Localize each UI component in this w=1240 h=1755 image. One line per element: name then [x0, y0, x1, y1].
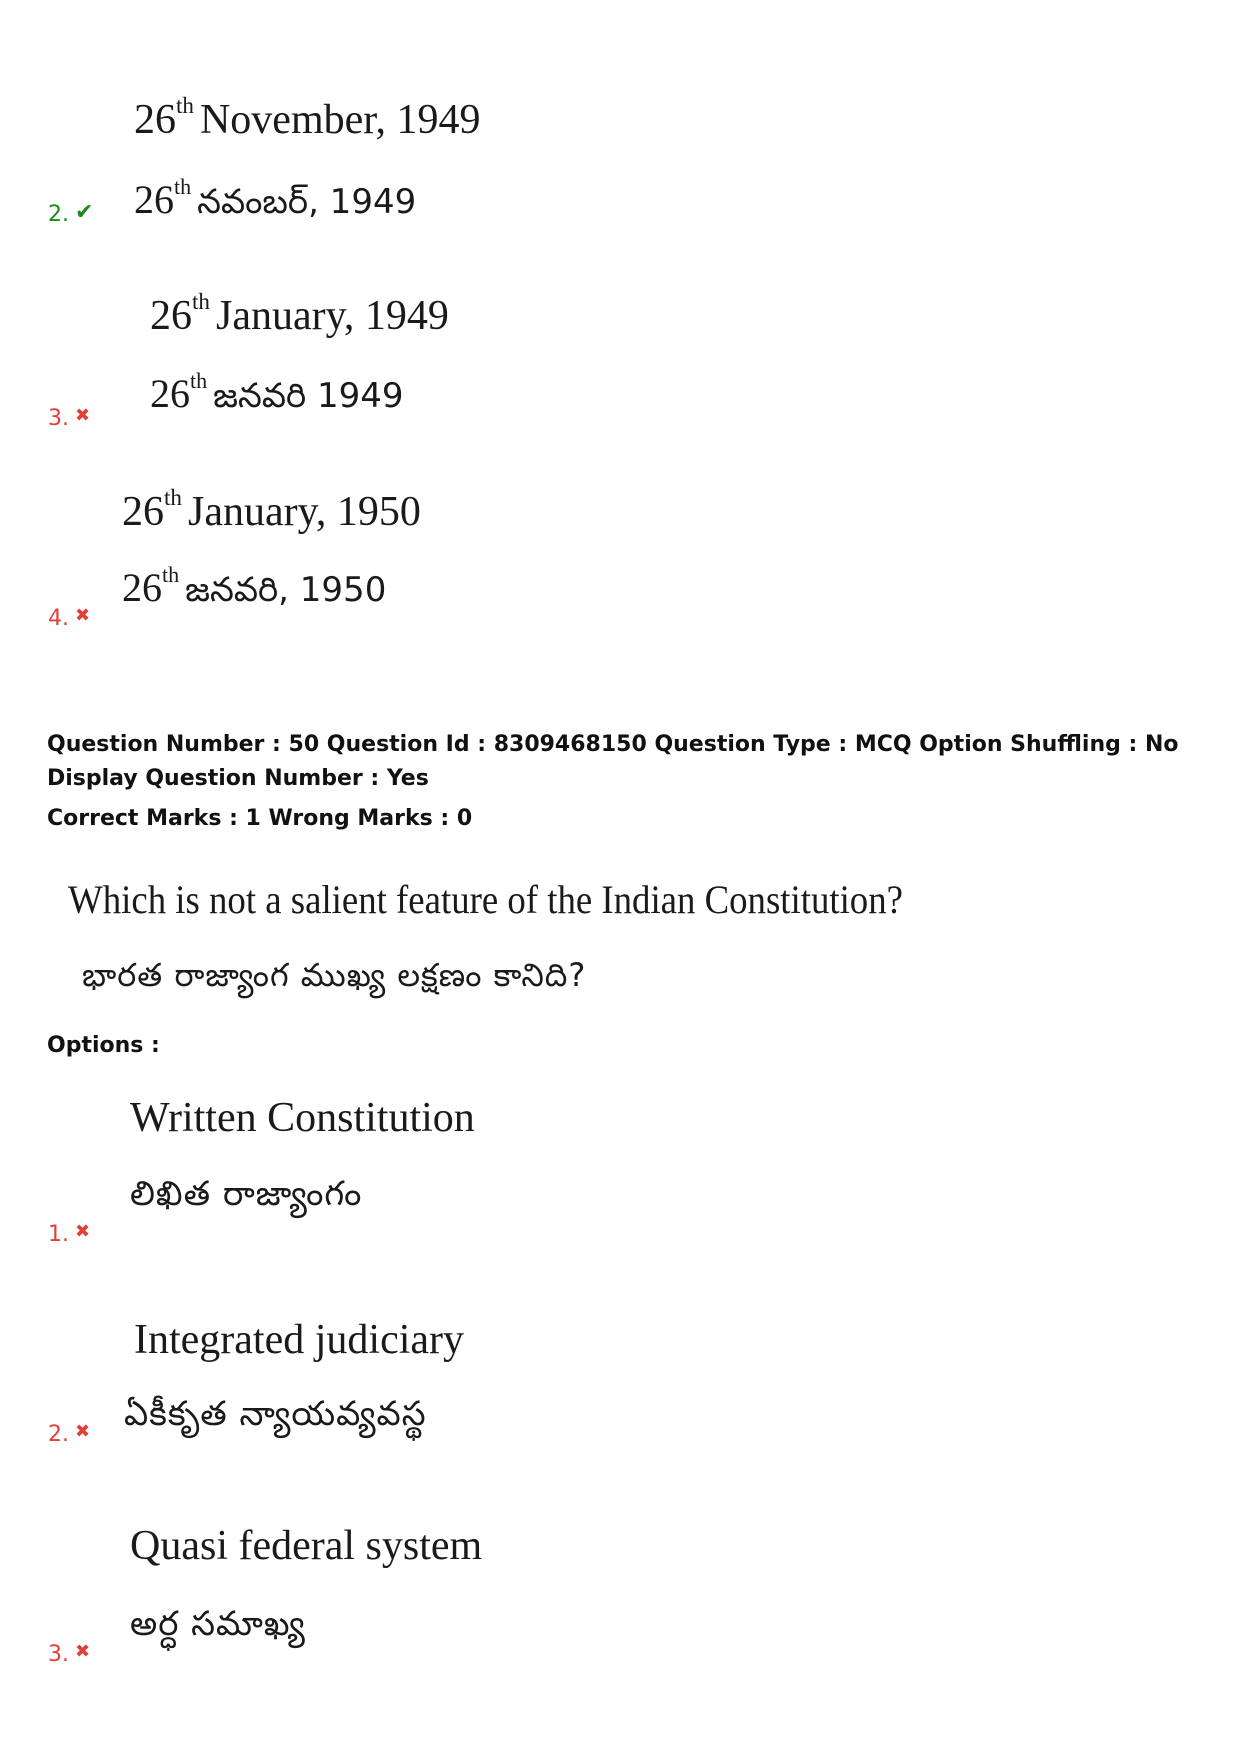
question-text-english: Which is not a salient feature of the Indian Constitution?	[68, 877, 903, 922]
prev-option-3-english: 26th January, 1949	[150, 288, 449, 339]
options-label: Options :	[47, 1033, 160, 1058]
question-meta-line2: Display Question Number : Yes	[47, 766, 429, 791]
option-3-marker: 3. ✖	[48, 1641, 91, 1667]
prev-option-4-english: 26th January, 1950	[122, 484, 421, 535]
prev-option-2-marker: 2. ✔	[48, 200, 94, 227]
cross-icon: ✖	[75, 405, 91, 426]
question-marks: Correct Marks : 1 Wrong Marks : 0	[47, 806, 473, 831]
question-text-telugu: భారత రాజ్యాంగ ముఖ్య లక్షణం కానిది?	[82, 956, 587, 994]
cross-icon: ✖	[75, 1221, 91, 1242]
option-2-telugu: ఏకీకృత న్యాయవ్యవస్థ	[124, 1394, 427, 1434]
cross-icon: ✖	[75, 1641, 91, 1662]
cross-icon: ✖	[75, 605, 91, 626]
prev-option-4-telugu: 26th జనవరి, 1950	[122, 562, 387, 610]
prev-option-2-english: 26th November, 1949	[134, 92, 481, 143]
option-1-marker: 1. ✖	[48, 1221, 91, 1247]
option-3-telugu: అర్ధ సమాఖ్య	[130, 1604, 306, 1644]
prev-option-3-marker: 3. ✖	[48, 405, 91, 431]
prev-option-2-telugu: 26th నవంబర్, 1949	[134, 174, 417, 222]
option-2-marker: 2. ✖	[48, 1421, 91, 1447]
prev-option-4-marker: 4. ✖	[48, 605, 91, 631]
option-1-telugu: లిఖిత రాజ్యాంగం	[130, 1174, 363, 1214]
cross-icon: ✖	[75, 1421, 91, 1442]
option-2-english: Integrated judiciary	[134, 1317, 465, 1363]
question-meta-line1: Question Number : 50 Question Id : 8309468150 Question Type : MCQ Option Shuffling : No	[47, 732, 1179, 757]
check-icon: ✔	[75, 200, 94, 225]
option-3-english: Quasi federal system	[130, 1523, 483, 1569]
prev-option-3-telugu: 26th జనవరి 1949	[150, 368, 404, 416]
option-1-english: Written Constitution	[130, 1095, 475, 1141]
